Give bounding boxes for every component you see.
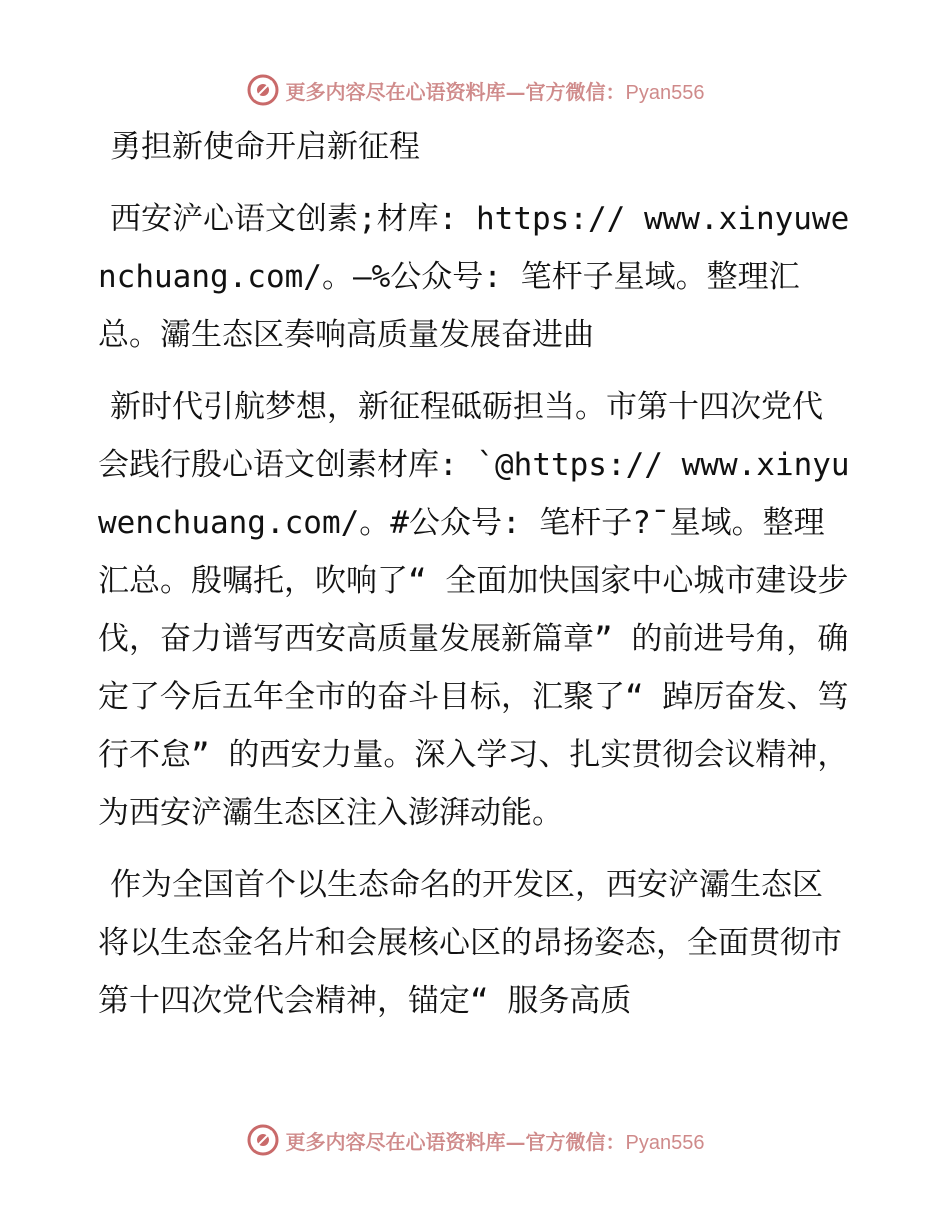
watermark-text: 更多内容尽在心语资料库—官方微信：Pyan556 [285,79,705,104]
paragraph-1: 西安浐心语文创素;材库: https:// www.xinyuwenchuang.com/。—%公众号: 笔杆子星域。整理汇总。灞生态区奏响高质量发展奋进曲 [98,201,850,353]
paragraph-2: 新时代引航梦想，新征程砥砺担当。市第十四次党代会践行殷心语文创素材库: `@https:// www.xinyuwenchuang.com/。#公众号: 笔杆子?¯星域。整理汇总。殷嘱托，吹响了“ 全面加快国家中心城市建设步伐，奋力谱写西安高质量发展新篇章” 的前进号角，确定了今后五年全市的奋斗目标，汇聚了“ 踔厉奋发、笃行不怠” 的西安力量。深入学习、扎实贯彻会议精神，为西安浐灞生态区注入澎湃动能。 [98,389,850,831]
document-body [98,118,850,1030]
paragraph-3: 作为全国首个以生态命名的开发区，西安浐灞生态区将以生态金名片和会展核心区的昂扬姿态，全面贯彻市第十四次党代会精神，锚定“ 服务高质 [98,867,842,1019]
footer-watermark [0,1120,950,1160]
document-title: 勇担新使命开启新征程 [110,129,420,165]
logo-icon [246,1123,280,1157]
watermark-text: 更多内容尽在心语资料库—官方微信：Pyan556 [285,1129,705,1154]
logo-icon [246,73,280,107]
header-watermark [0,70,950,110]
